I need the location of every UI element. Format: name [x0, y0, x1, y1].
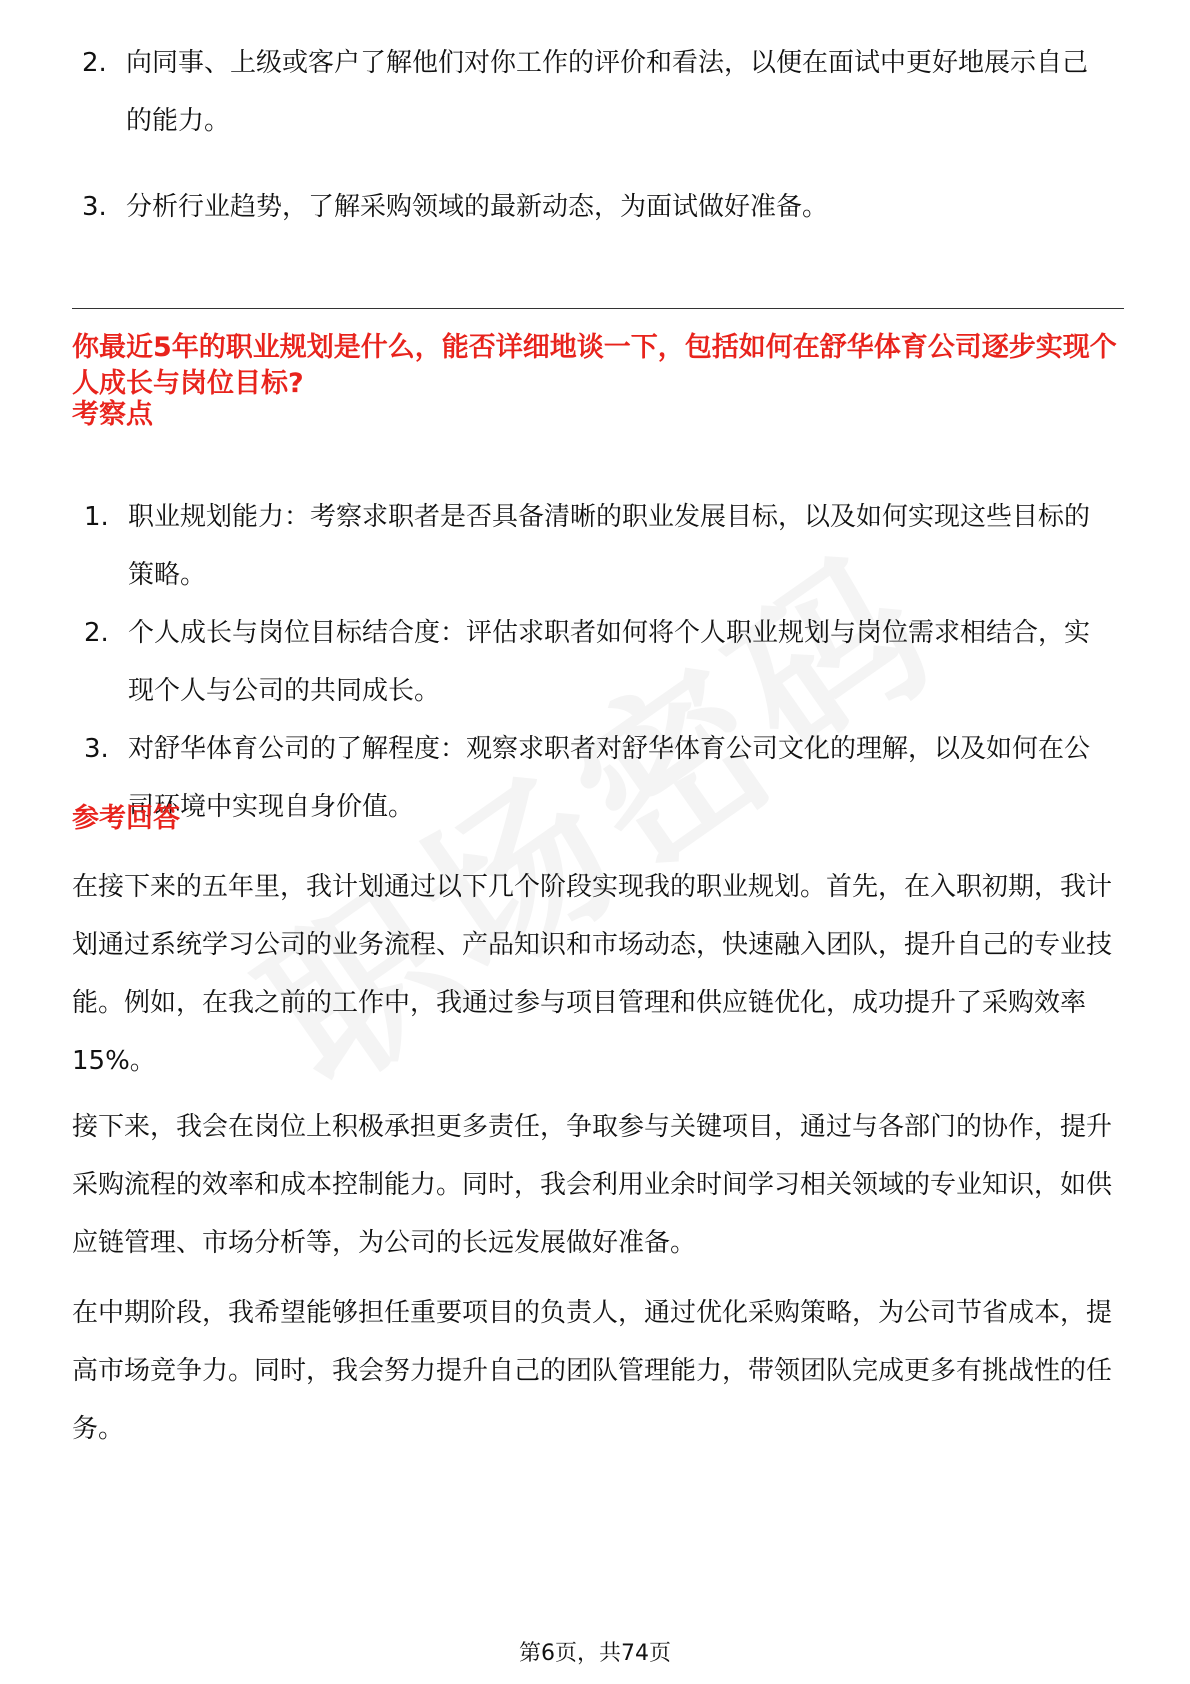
- kaochadian-list: [84, 488, 1114, 836]
- section-divider: [72, 308, 1124, 309]
- answer-paragraph: 在接下来的五年里，我计划通过以下几个阶段实现我的职业规划。首先，在入职初期，我计划通过系统学习公司的业务流程、产品知识和市场动态，快速融入团队，提升自己的专业技能。例如，在我之前的工作中，我通过参与项目管理和供应链优化，成功提升了采购效率15%。: [72, 872, 1113, 1076]
- top-list: [82, 34, 1112, 264]
- answer-paragraph: 在中期阶段，我希望能够担任重要项目的负责人，通过优化采购策略，为公司节省成本，提高市场竞争力。同时，我会努力提升自己的团队管理能力，带领团队完成更多有挑战性的任务。: [72, 1298, 1113, 1444]
- list-item-text: 个人成长与岗位目标结合度：评估求职者如何将个人职业规划与岗位需求相结合，实现个人与公司的共同成长。: [128, 618, 1091, 706]
- list-item-text: 向同事、上级或客户了解他们对你工作的评价和看法，以便在面试中更好地展示自己的能力。: [126, 48, 1089, 136]
- question-heading: 你最近5年的职业规划是什么，能否详细地谈一下，包括如何在舒华体育公司逐步实现个人成长与岗位目标?: [72, 332, 1117, 399]
- list-item: [84, 604, 1114, 720]
- list-item-text: 对舒华体育公司的了解程度：观察求职者对舒华体育公司文化的理解，以及如何在公司环境中实现自身价值。: [128, 734, 1091, 822]
- list-item-number: 3.: [84, 734, 109, 764]
- list-item: [82, 34, 1112, 150]
- list-item: [82, 178, 1112, 236]
- list-item-number: 3.: [82, 192, 107, 222]
- page-footer: 第6页，共74页: [519, 1641, 671, 1666]
- list-item-text: 职业规划能力：考察求职者是否具备清晰的职业发展目标，以及如何实现这些目标的策略。: [128, 502, 1091, 590]
- section-title-kaochadian: 考察点: [72, 399, 153, 430]
- list-item-number: 2.: [82, 48, 107, 78]
- list-item-number: 1.: [84, 502, 109, 532]
- answer-paragraph: 接下来，我会在岗位上积极承担更多责任，争取参与关键项目，通过与各部门的协作，提升采购流程的效率和成本控制能力。同时，我会利用业余时间学习相关领域的专业知识，如供应链管理、市场分析等，为公司的长远发展做好准备。: [72, 1112, 1113, 1258]
- list-item: [84, 488, 1114, 604]
- section-title-answer: 参考回答: [72, 803, 180, 834]
- list-item-text: 分析行业趋势，了解采购领域的最新动态，为面试做好准备。: [126, 192, 829, 222]
- list-item-number: 2.: [84, 618, 109, 648]
- list-item: [84, 720, 1114, 836]
